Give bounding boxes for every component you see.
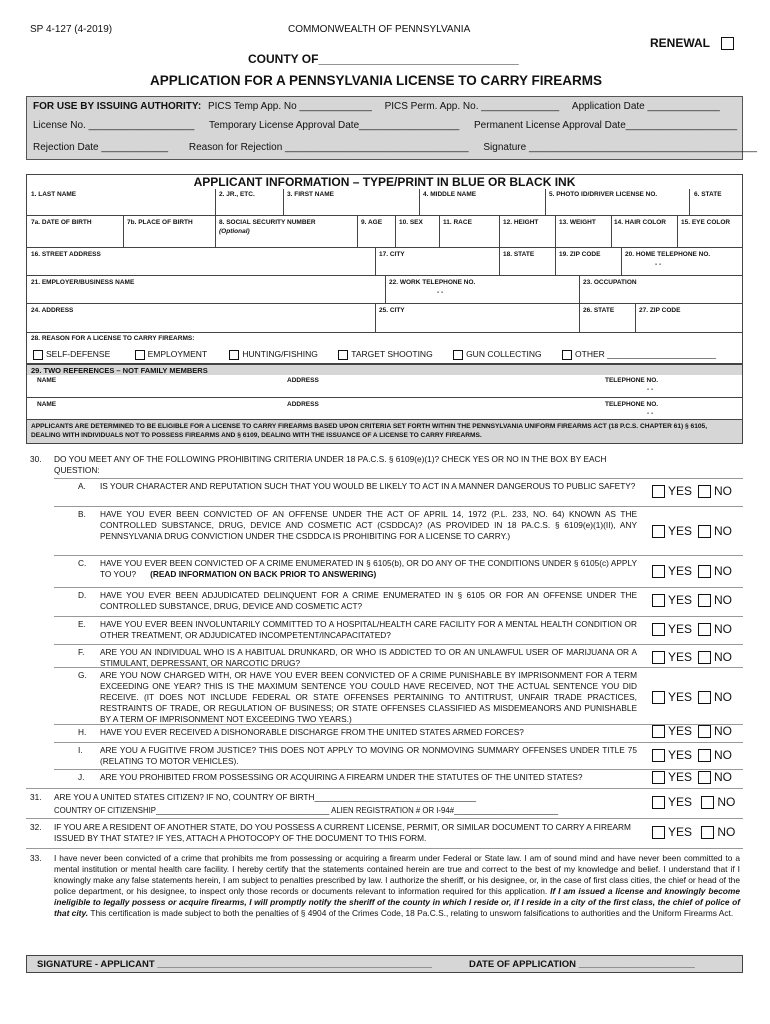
- q32-yes-no: YES NO: [652, 825, 735, 839]
- eye-color-field[interactable]: 15. EYE COLOR: [681, 219, 731, 226]
- q30-no-checkbox[interactable]: [698, 485, 711, 498]
- perm-approval-field[interactable]: Permanent License Approval Date____________________: [474, 120, 738, 131]
- state-field[interactable]: 18. STATE: [503, 251, 535, 258]
- authority-signature-field[interactable]: Signature _________________________________________: [483, 142, 757, 153]
- applicant-heading: APPLICANT INFORMATION – TYPE/PRINT IN BLUE OR BLACK INK: [193, 175, 576, 189]
- place-of-birth-field[interactable]: 7b. PLACE OF BIRTH: [127, 219, 193, 226]
- rejection-date-field[interactable]: Rejection Date ____________: [33, 142, 169, 153]
- application-date-signature-field[interactable]: DATE OF APPLICATION ______________________: [469, 959, 695, 970]
- q30-item-letter: E.: [78, 619, 86, 629]
- application-date-field[interactable]: Application Date _____________: [571, 101, 720, 112]
- reason-options: [33, 349, 716, 360]
- q32-text: IF YOU ARE A RESIDENT OF ANOTHER STATE, DO YOU POSSESS A CURRENT LICENSE, PERMIT, OR SIMILAR DOCUMENT TO CARRY A FIREARM ISSUED BY THAT STATE? IF YES, ATTACH A PHOTOCOPY OF THE DOCUMENT TO THIS FORM.: [54, 822, 631, 843]
- q30-yes-checkbox[interactable]: [652, 725, 665, 738]
- occupation-field[interactable]: 23. OCCUPATION: [583, 279, 637, 286]
- q30-no-checkbox[interactable]: [698, 565, 711, 578]
- q30-yes-checkbox[interactable]: [652, 749, 665, 762]
- reference-1-name[interactable]: NAME: [37, 377, 57, 384]
- employer-address-field[interactable]: 24. ADDRESS: [31, 307, 74, 314]
- q30-item-letter: G.: [78, 670, 87, 680]
- home-telephone-dashes: - -: [655, 261, 662, 268]
- q30-yes-no: YES NO: [652, 593, 732, 607]
- q30-yes-checkbox[interactable]: [652, 525, 665, 538]
- q30-item-letter: A.: [78, 481, 86, 491]
- q30-yes-no: YES NO: [652, 650, 732, 664]
- q30-item-text: ARE YOU NOW CHARGED WITH, OR HAVE YOU EVER BEEN CONVICTED OF A CRIME PUNISHABLE BY IMPRISONMENT FOR A TERM EXCEEDING ONE YEAR? THIS IS THE MAXIMUM SENTENCE YOU COULD HAVE RECEIVED, NOT THE ACTUAL SENTENCE YOU DID RECEIVE. (IT DOES NOT INCLUDE FEDERAL OR STATE OFFENSES PERTAINING TO ANTITRUST, UNFAIR TRADE PRACTICES, RESTRAINTS OF TRADE, OR REGULATION OF BUSINESS; OR STATE OFFENSES CLASSIFIED AS MISDEMEANORS AND PUNISHABLE BY A TERM OF IMPRISONMENT NOT EXCEEDING TWO YEARS.): [100, 670, 637, 724]
- q32-yes-checkbox[interactable]: [652, 826, 665, 839]
- q30-item-letter: I.: [78, 745, 83, 755]
- pics-temp-field[interactable]: PICS Temp App. No _____________: [207, 101, 372, 112]
- q30-yes-checkbox[interactable]: [652, 691, 665, 704]
- reason-employment[interactable]: EMPLOYMENT: [135, 349, 207, 359]
- q31-citizenship-text[interactable]: COUNTRY OF CITIZENSHIP________________________________________ ALIEN REGISTRATION # OR I-94#________________________: [54, 806, 559, 815]
- temp-approval-field[interactable]: Temporary License Approval Date__________________: [209, 120, 460, 131]
- middle-name-field[interactable]: 4. MIDDLE NAME: [423, 191, 477, 198]
- q32-no-checkbox[interactable]: [701, 826, 714, 839]
- photo-id-field[interactable]: 5. PHOTO ID/DRIVER LICENSE NO.: [549, 191, 658, 198]
- license-no-field[interactable]: License No. ___________________: [33, 120, 195, 131]
- q30-yes-no: YES NO: [652, 564, 732, 578]
- q30-yes-no: YES NO: [652, 484, 732, 498]
- weight-field[interactable]: 13. WEIGHT: [559, 219, 596, 226]
- references-heading: 29. TWO REFERENCES – NOT FAMILY MEMBERS: [31, 366, 208, 375]
- renewal-label: RENEWAL: [650, 36, 734, 50]
- references-section: 29. TWO REFERENCES – NOT FAMILY MEMBERS NAME ADDRESS TELEPHONE NO. - - NAME ADDRESS TELEPHONE NO. - -: [26, 364, 743, 420]
- work-telephone-field[interactable]: 22. WORK TELEPHONE NO.: [389, 279, 476, 286]
- zip-code-field[interactable]: 19. ZIP CODE: [559, 251, 601, 258]
- race-field[interactable]: 11. RACE: [443, 219, 472, 226]
- q30-item-letter: C.: [78, 558, 87, 568]
- reason-heading: 28. REASON FOR A LICENSE TO CARRY FIREARMS:: [31, 335, 195, 342]
- q30-item-text: HAVE YOU EVER BEEN ADJUDICATED DELINQUENT FOR A CRIME ENUMERATED IN § 6105 OR FOR AN OFFENSE UNDER THE CONTROLLED SUBSTANCE, DRUG, DEVICE AND COSMETIC ACT?: [100, 590, 637, 611]
- issuing-authority-section: [26, 96, 757, 160]
- q30-item-text: ARE YOU AN INDIVIDUAL WHO IS A HABITUAL DRUNKARD, OR WHO IS ADDICTED TO OR AN UNLAWFUL USER OF MARIJUANA OR A STIMULANT, DEPRESSANT, OR NARCOTIC DRUG?: [100, 647, 637, 668]
- eligibility-notice: APPLICANTS ARE DETERMINED TO BE ELIGIBLE FOR A LICENSE TO CARRY FIREARMS BASED UPON CRITERIA SET FORTH WITHIN THE PENNSYLVANIA UNIFORM FIREARMS ACT (18 P.C.S. CHAPTER 61) § 6105, DEALING WITH INDIVIDUALS NOT TO POSSESS FIREARMS AND § 6109, DEALING WITH THE ISSUANCE OF A LICENSE TO CARRY FIREARMS.: [26, 420, 743, 444]
- q30-text: DO YOU MEET ANY OF THE FOLLOWING PROHIBITING CRITERIA UNDER 18 PA.C.S. § 6109(e)(1)? CHECK YES OR NO IN THE BOX BY EACH QUESTION:: [54, 454, 607, 475]
- q30-no-checkbox[interactable]: [698, 651, 711, 664]
- pics-perm-field[interactable]: PICS Perm. App. No. ______________: [384, 101, 560, 112]
- renewal-checkbox[interactable]: [721, 37, 734, 50]
- q30-item-text: HAVE YOU EVER BEEN CONVICTED OF A CRIME ENUMERATED IN § 6105(b), OR DO ANY OF THE CONDITIONS UNDER § 6105(c) APPLY TO YOU? (READ INFORMATION ON BACK PRIOR TO ANSWERING): [100, 558, 637, 579]
- q30-item-letter: J.: [78, 772, 85, 782]
- q30-yes-no: YES NO: [652, 770, 732, 784]
- age-field[interactable]: 9. AGE: [361, 219, 383, 226]
- commonwealth-heading: COMMONWEALTH OF PENNSYLVANIA: [288, 24, 471, 35]
- q30-yes-checkbox[interactable]: [652, 771, 665, 784]
- q30-yes-no: YES NO: [652, 724, 732, 738]
- employer-city-field[interactable]: 25. CITY: [379, 307, 405, 314]
- q30-item-letter: F.: [78, 647, 85, 657]
- hair-color-field[interactable]: 14. HAIR COLOR: [614, 219, 667, 226]
- form-number: SP 4-127 (4-2019): [30, 24, 113, 35]
- ssn-optional-note: (Optional): [219, 228, 250, 235]
- employer-zip-field[interactable]: 27. ZIP CODE: [639, 307, 681, 314]
- reason-target-shooting[interactable]: TARGET SHOOTING: [338, 349, 432, 359]
- reference-2-telephone[interactable]: TELEPHONE NO.: [605, 401, 659, 408]
- last-name-field[interactable]: 1. LAST NAME: [31, 191, 77, 198]
- q31-no-checkbox[interactable]: [701, 796, 714, 809]
- q30-no-checkbox[interactable]: [698, 691, 711, 704]
- applicant-information-section: [26, 174, 743, 364]
- q30-no-checkbox[interactable]: [698, 771, 711, 784]
- reference-2-address[interactable]: ADDRESS: [287, 401, 319, 408]
- q30-yes-no: YES NO: [652, 524, 732, 538]
- home-telephone-field[interactable]: 20. HOME TELEPHONE NO.: [625, 251, 711, 258]
- q30-no-checkbox[interactable]: [698, 594, 711, 607]
- reference-2-name[interactable]: NAME: [37, 401, 57, 408]
- q30-item-letter: H.: [78, 727, 87, 737]
- q30-item-text: ARE YOU A FUGITIVE FROM JUSTICE? THIS DOES NOT APPLY TO MOVING OR NONMOVING SUMMARY OFFENSES UNDER TITLE 75 (RELATING TO MOTOR VEHICLES).: [100, 745, 637, 766]
- county-field[interactable]: COUNTY OF______________________________: [248, 52, 519, 66]
- employer-field[interactable]: 21. EMPLOYER/BUSINESS NAME: [31, 279, 135, 286]
- reason-other[interactable]: OTHER _______________________: [562, 349, 716, 359]
- reference-1-telephone[interactable]: TELEPHONE NO.: [605, 377, 659, 384]
- q30-item-text: HAVE YOU EVER BEEN CONVICTED OF AN OFFENSE UNDER THE ACT OF APRIL 14, 1972 (P.L. 233, NO. 64) KNOWN AS THE CONTROLLED SUBSTANCE, DRUG, DEVICE AND COSMETIC ACT (CSDDCA)? (AS PROVIDED IN 18 PA.C.S. § 6109(e)(1)(II), ANY PENNSYLVANIA DRUG CONVICTION UNDER THE CSDDCA IS PROHIBITING FOR A LICENSE TO CARRY.): [100, 509, 637, 541]
- q30-item-text: HAVE YOU EVER RECEIVED A DISHONORABLE DISCHARGE FROM THE UNITED STATES ARMED FORCES?: [100, 727, 524, 737]
- q30-no-checkbox[interactable]: [698, 623, 711, 636]
- q30-item-letter: D.: [78, 590, 87, 600]
- height-field[interactable]: 12. HEIGHT: [503, 219, 539, 226]
- q30-item-text: IS YOUR CHARACTER AND REPUTATION SUCH THAT YOU WOULD BE LIKELY TO ACT IN A MANNER DANGEROUS TO PUBLIC SAFETY?: [100, 481, 636, 491]
- city-field[interactable]: 17. CITY: [379, 251, 405, 258]
- reference-1-address[interactable]: ADDRESS: [287, 377, 319, 384]
- rejection-reason-field[interactable]: Reason for Rejection _________________________________: [188, 142, 469, 153]
- q31-citizen-text[interactable]: ARE YOU A UNITED STATES CITIZEN? IF NO, COUNTRY OF BIRTH___________________________________: [54, 792, 476, 802]
- q30-item-text: ARE YOU PROHIBITED FROM POSSESSING OR ACQUIRING A FIREARM UNDER THE STATUTES OF THE UNITED STATES?: [100, 772, 583, 782]
- q30-yes-checkbox[interactable]: [652, 485, 665, 498]
- reason-gun-collecting[interactable]: GUN COLLECTING: [453, 349, 542, 359]
- date-of-birth-field[interactable]: 7a. DATE OF BIRTH: [31, 219, 92, 226]
- work-telephone-dashes: - -: [437, 289, 444, 296]
- q30-no-checkbox[interactable]: [698, 749, 711, 762]
- authority-label: FOR USE BY ISSUING AUTHORITY:: [33, 101, 202, 112]
- q30-yes-no: YES NO: [652, 748, 732, 762]
- q30-no-checkbox[interactable]: [698, 525, 711, 538]
- page-title: APPLICATION FOR A PENNSYLVANIA LICENSE TO CARRY FIREARMS: [150, 73, 603, 88]
- employer-state-field[interactable]: 26. STATE: [583, 307, 615, 314]
- q30-item-letter: B.: [78, 509, 86, 519]
- q30-yes-checkbox[interactable]: [652, 594, 665, 607]
- q30-yes-checkbox[interactable]: [652, 565, 665, 578]
- sex-field[interactable]: 10. SEX: [399, 219, 423, 226]
- q33-certification: I have never been convicted of a crime that prohibits me from possessing or acquiring a firearm under Federal or State law. I am of sound mind and have never been committed to a mental institution or mental health care facility. I hereby certify that the statements contained herein are true and correct to the best of my knowledge and belief. I understand that if I knowingly make any false statements herein, I am subject to penalties prescribed by law. I authorize the sheriff, or his designee, or, in the case of first class cities, the chief or head of the police department, or his designee, to inspect only those records or documents relevant to information required for this application. If I am issued a license and knowingly become ineligible to legally possess or acquire firearms, I will promptly notify the sheriff of the county in which I reside or, if I reside in a city of the first class, the chief of police of that city. This certification is made subject to both the penalties of § 4904 of the Crimes Code, 18 Pa.C.S., relating to unsworn falsifications to authorities and the Uniform Firearms Act.: [54, 853, 741, 918]
- id-state-field[interactable]: 6. STATE: [694, 191, 722, 198]
- signature-bar: [26, 955, 743, 973]
- suffix-field[interactable]: 2. JR., ETC.: [219, 191, 255, 198]
- q30-yes-checkbox[interactable]: [652, 651, 665, 664]
- q30-yes-no: YES NO: [652, 622, 732, 636]
- q30-no-checkbox[interactable]: [698, 725, 711, 738]
- q30-yes-no: YES NO: [652, 690, 732, 704]
- q31-yes-no: YES NO: [652, 795, 735, 809]
- street-address-field[interactable]: 16. STREET ADDRESS: [31, 251, 101, 258]
- q30-yes-checkbox[interactable]: [652, 623, 665, 636]
- applicant-signature-field[interactable]: SIGNATURE - APPLICANT ____________________________________________________: [37, 959, 433, 970]
- reason-self-defense[interactable]: SELF-DEFENSE: [33, 349, 110, 359]
- reason-hunting-fishing[interactable]: HUNTING/FISHING: [229, 349, 318, 359]
- q31-yes-checkbox[interactable]: [652, 796, 665, 809]
- first-name-field[interactable]: 3. FIRST NAME: [287, 191, 334, 198]
- ssn-field[interactable]: 8. SOCIAL SECURITY NUMBER: [219, 219, 316, 226]
- q30-item-text: HAVE YOU EVER BEEN INVOLUNTARILY COMMITTED TO A HOSPITAL/HEALTH CARE FACILITY FOR A MENTAL HEALTH CONDITION OR OTHER TREATMENT, OR ADJUDICATED INCOMPETENT/INCAPACITATED?: [100, 619, 637, 640]
